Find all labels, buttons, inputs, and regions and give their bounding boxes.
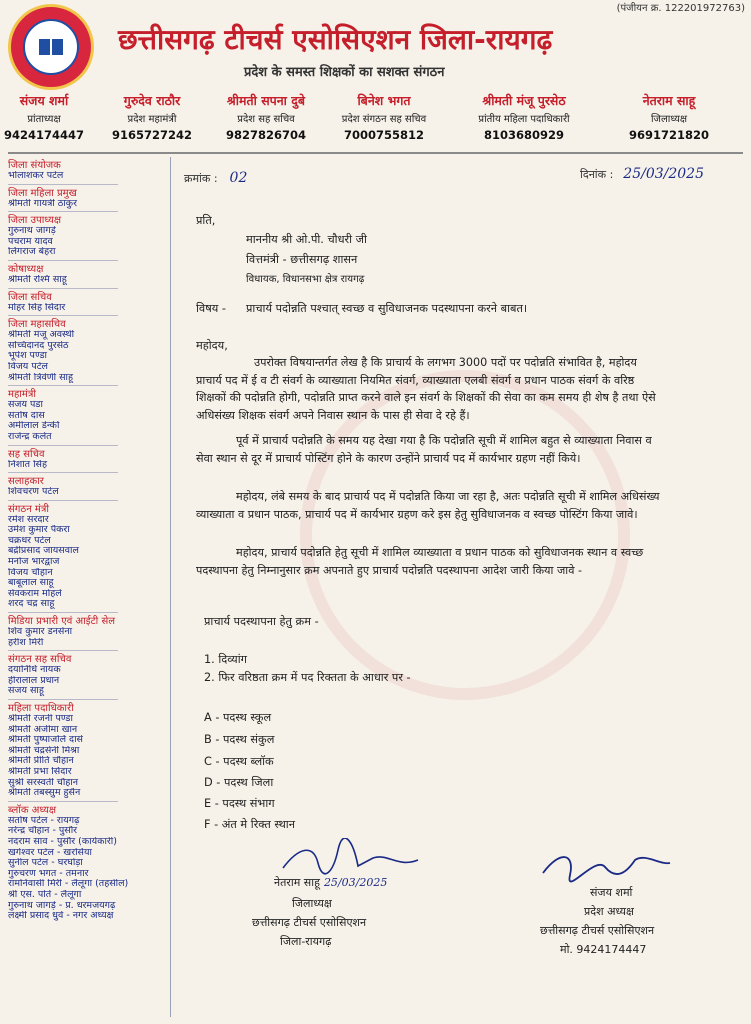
- sidebar-separator: [8, 472, 118, 473]
- signatory-phone: मो. 9424174447: [560, 943, 647, 956]
- sidebar-group-heading: ब्लॉक अध्यक्ष: [8, 804, 57, 816]
- header-divider: [8, 152, 743, 154]
- sidebar-separator: [8, 288, 118, 289]
- sidebar-separator: [8, 385, 118, 386]
- body-paragraph: उपरोक्त विषयान्तर्गत लेख है कि प्राचार्य के लगभग 3000 पदों पर पदोन्नति संभावित है, महोदय प्राचार्य पद में ई व टी संवर्ग के व्याख्याता नियमित संवर्ग, व्याख्याता एलबी संवर्ग व प्रधान पाठक संवर्ग के वरिष्ठ शिक्षकों की पदोन्नति होगी, पदोन्नति प्राप्त करने वाले इन संवर्ग के शिक्षकों की सेवा का कम समय ही शेष है तथा ऐसे अधिसंख्य शिक्षक संवर्ग अपने निवास स्थान के पास ही सेवा दे रहे हैं।: [196, 356, 656, 422]
- sidebar-member-name: श्री एस. पोर्ते - लैलूंगा: [8, 889, 82, 900]
- sidebar-member-name: श्रीमती चद्रसेनी मिश्रा: [8, 745, 80, 756]
- officers-row: [3, 92, 739, 150]
- officer-phone: 9165727242: [111, 128, 193, 142]
- officer-card: [454, 92, 594, 142]
- sidebar-separator: [8, 260, 118, 261]
- sidebar-separator: [8, 315, 118, 316]
- sidebar-member-name: सच्चिदानंद पुरसेठ: [8, 340, 69, 351]
- sidebar-member-name: गुरुनाथ जांगड़े: [8, 226, 56, 237]
- officer-role: जिलाध्यक्ष: [650, 114, 688, 125]
- sidebar-group-heading: जिला सचिव: [8, 291, 52, 303]
- officer-phone: 8103680929: [483, 128, 565, 142]
- sidebar-group-heading: जिला उपाध्यक्ष: [8, 215, 62, 227]
- sidebar-member-name: नंदराम साव - पुसौर (कार्यकारी): [8, 836, 117, 847]
- signatory-place: जिला-रायगढ़: [280, 935, 332, 948]
- option-item: B - पदस्थ संकुल: [204, 733, 275, 746]
- sidebar-member-name: श्रीमती रश्मि साहू: [8, 274, 67, 285]
- recipient-line: वित्तमंत्री - छत्तीसगढ़ शासन: [246, 253, 358, 266]
- signatory-org: छत्तीसगढ़ टीचर्स एसोसिएशन: [540, 924, 655, 937]
- book-icon: [39, 39, 63, 55]
- sidebar-group-heading: मिडिया प्रभारी एवं आईटी सेल: [8, 616, 115, 628]
- officer-name: बिनेश भगत: [357, 93, 411, 108]
- sidebar-member-name: भूपेश पण्डा: [8, 351, 48, 362]
- date-value: 25/03/2025: [623, 166, 704, 182]
- recipient-line: विधायक, विधानसभा क्षेत्र रायगढ़: [246, 274, 365, 285]
- sidebar-member-name: बद्रीप्रसाद जायसवाल: [8, 546, 79, 557]
- sidebar-separator: [8, 650, 118, 651]
- sidebar-member-name: श्रीमती रजनी पण्डा: [8, 714, 73, 724]
- sidebar-separator: [8, 211, 118, 212]
- officer-role: प्रांताध्यक्ष: [27, 114, 61, 125]
- officer-phone: 9424174447: [3, 128, 85, 142]
- officer-name: श्रीमती सपना दुबे: [226, 93, 306, 108]
- reference-label: क्रमांक :: [184, 172, 218, 185]
- sidebar-member-name: दयानिधि नायक: [8, 665, 61, 676]
- sidebar-member-name: श्रीमती मंजू अवस्थी: [8, 330, 75, 341]
- recipient-line: माननीय श्री ओ.पी. चौधरी जी: [246, 233, 367, 246]
- officer-name: नेतराम साहू: [642, 93, 696, 108]
- body-paragraph: महोदय, लंबे समय के बाद प्राचार्य पद में पदोन्नति किया जा रहा है, अतः पदोन्नति सूची में शामिल अधिसंख्य व्याख्याता व प्रधान पाठक, प्राचार्य पद में कार्यभार ग्रहण करे इस हेतु सुविधाजनक व स्वच्छ पोस्टिंग किया जावे।: [196, 490, 660, 521]
- date-label: दिनांक :: [580, 168, 614, 181]
- officer-role: प्रदेश महामंत्री: [127, 114, 177, 125]
- association-logo: [8, 4, 94, 90]
- signature-left: [278, 838, 428, 878]
- order-heading: प्राचार्य पदस्थापना हेतु क्रम -: [204, 615, 319, 628]
- option-item: C - पदस्थ ब्लॉक: [204, 755, 274, 768]
- subject-label: विषय -: [196, 302, 226, 315]
- option-item: F - अंत मे रिक्त स्थान: [204, 818, 295, 831]
- sidebar-member-name: श्रीमती प्रीति चौहान: [8, 756, 74, 767]
- sidebar-member-name: श्रीमती तबस्सुम हुसैन: [8, 788, 81, 799]
- officer-phone: 7000755812: [343, 128, 425, 142]
- option-item: E - पदस्थ संभाग: [204, 797, 275, 810]
- sidebar-member-name: सेवकराम मोहले: [8, 588, 62, 599]
- sidebar-office-bearers: [8, 157, 171, 1017]
- officer-card: [314, 92, 454, 142]
- sidebar-group-heading: महामंत्री: [8, 389, 36, 401]
- signature-right: [535, 845, 675, 885]
- sidebar-group-heading: महिला पदाधिकारी: [8, 703, 74, 714]
- sidebar-group-heading: जिला महासचिव: [8, 319, 66, 331]
- sidebar-member-name: लिंगराज बेहरा: [8, 247, 56, 258]
- officer-role: प्रांतीय महिला पदाधिकारी: [478, 114, 570, 125]
- sidebar-member-name: पंचराम यादव: [8, 236, 53, 247]
- reference-value: 02: [229, 170, 248, 186]
- signatory-title: प्रदेश अध्यक्ष: [584, 905, 634, 918]
- sidebar-group-heading: कोषाध्यक्ष: [8, 263, 44, 275]
- officer-name: संजय शर्मा: [19, 93, 69, 108]
- sidebar-member-name: विजय पटेल: [8, 361, 48, 372]
- option-item: A - पदस्थ स्कूल: [204, 711, 272, 724]
- sidebar-member-name: सुश्री सरस्वती चौहान: [8, 777, 79, 788]
- sidebar-separator: [8, 699, 118, 700]
- sidebar-group-heading: संगठन मंत्री: [8, 503, 50, 515]
- sidebar-member-name: हीरालाल प्रधान: [8, 675, 60, 686]
- sidebar-member-name: गुरुनाथ जांगड़े - प्र. धरमजयगढ़: [8, 900, 116, 911]
- sidebar-separator: [8, 184, 118, 185]
- order-item: 1. दिव्यांग: [204, 653, 247, 666]
- sidebar-member-name: श्रीमती अंजीमा खान: [8, 724, 78, 735]
- registration-number: (पंजीयन क्र. 122201972763): [616, 3, 745, 14]
- sidebar-separator: [8, 801, 118, 802]
- reference-number: [184, 170, 247, 186]
- officer-name: श्रीमती मंजू पुरसेठ: [482, 93, 566, 108]
- sidebar-member-name: बाबूलाल साहू: [8, 578, 54, 589]
- org-title: छत्तीसगढ़ टीचर्स एसोसिएशन जिला-रायगढ़: [118, 23, 553, 56]
- org-tagline: प्रदेश के समस्त शिक्षकों का सशक्त संगठन: [244, 65, 445, 80]
- signatory-title: जिलाध्यक्ष: [292, 897, 332, 910]
- officer-role: प्रदेश संगठन सह सचिव: [341, 114, 427, 125]
- sidebar-member-name: हरीश मिरी: [8, 637, 44, 648]
- sidebar-member-name: संजय पंडा: [8, 400, 43, 411]
- body-paragraph: पूर्व में प्राचार्य पदोन्नति के समय यह देखा गया है कि पदोन्नति सूची में शामिल बहुत से व्याख्याता निवास व सेवा स्थान से दूर में प्राचार्य पोस्टिंग होने के कारण उन्होंने प्राचार्य पद में कार्यभार ग्रहण नहीं किये।: [196, 434, 652, 465]
- sidebar-separator: [8, 612, 118, 613]
- to-label: प्रति,: [196, 214, 216, 227]
- sidebar-member-name: उमेश कुमार पैकरा: [8, 525, 70, 536]
- subject-text: प्राचार्य पदोन्नति पश्चात् स्वच्छ व सुविधाजनक पदस्थापना करने बाबत।: [246, 302, 528, 315]
- sidebar-member-name: विजय चौहान: [8, 567, 53, 578]
- sidebar-member-name: रामनिवासी मिरी - लैलूंगा (तहसील): [8, 879, 129, 890]
- sidebar-member-name: निशांत सिंह: [8, 459, 48, 470]
- letter-date: [580, 166, 704, 182]
- sidebar-member-name: मोहर सिंह सिदार: [8, 302, 66, 313]
- officer-name: गुरुदेव राठौर: [123, 93, 181, 108]
- sidebar-member-name: चक्रधर पटेल: [8, 535, 51, 546]
- sidebar-member-name: राजेन्द्र कलेत: [8, 431, 52, 442]
- sidebar-group-heading: जिला महिला प्रमुख: [8, 187, 77, 199]
- sidebar-group-heading: जिला संयोजक: [8, 160, 61, 171]
- officer-phone: 9827826704: [225, 128, 307, 142]
- sidebar-member-name: श्रीमती त्रिवेणी साहू: [8, 372, 74, 383]
- sidebar-group-heading: सह सचिव: [8, 448, 45, 460]
- sidebar-member-name: खगेश्वर पटेल - खरसिया: [8, 847, 92, 858]
- handwritten-date: 25/03/2025: [323, 876, 388, 889]
- officer-role: प्रदेश सह सचिव: [237, 114, 295, 125]
- sidebar-member-name: मनोज भारद्वाज: [8, 557, 60, 568]
- signatory-left-name-line: [274, 875, 387, 890]
- sidebar-member-name: संतोष दास: [8, 410, 45, 421]
- sidebar-member-name: शिव कुमार डनसेना: [8, 627, 73, 638]
- sidebar-separator: [8, 500, 118, 501]
- sidebar-member-name: श्रीमती पुष्पांजलि दासे: [8, 735, 83, 746]
- logo-inner-circle: [23, 19, 79, 75]
- sidebar-member-name: लक्ष्मी प्रसाद धुर्वे - नगर अध्यक्ष: [8, 911, 114, 922]
- sidebar-member-name: संतोष पटेल - रायगढ़: [8, 815, 80, 826]
- sidebar-member-name: श्रीमती प्रभा सिदार: [8, 766, 72, 777]
- signatory-name: संजय शर्मा: [590, 886, 633, 899]
- sidebar-member-name: अमीलाल डेन्की: [8, 421, 60, 432]
- signatory-name: नेतराम साहू: [274, 876, 320, 889]
- signatory-org: छत्तीसगढ़ टीचर्स एसोसिएशन: [252, 916, 367, 929]
- sidebar-group-heading: संगठन सह सचिव: [8, 654, 72, 666]
- sidebar-member-name: शिवचरण पटेल: [8, 487, 59, 498]
- order-item: 2. फिर वरिष्ठता क्रम में पद रिक्तता के आधार पर -: [204, 671, 411, 684]
- sidebar-separator: [8, 445, 118, 446]
- option-item: D - पदस्थ जिला: [204, 776, 274, 789]
- sidebar-member-name: श्रीमती गायत्री ठाकुर: [8, 198, 77, 209]
- officer-card: [599, 92, 739, 142]
- sidebar-member-name: गुरुचरण भगत - तमनार: [8, 868, 89, 879]
- sidebar-member-name: नरेन्द्र चौहान - पुसौर: [8, 826, 78, 837]
- sidebar-member-name: संजय साहू: [8, 686, 44, 697]
- body-paragraph: महोदय, प्राचार्य पदोन्नति हेतु सूची में शामिल व्याख्याता व प्रधान पाठक को सुविधाजनक स्थान व स्वच्छ पदस्थापना हेतु निम्नानुसार क्रम अपनाते हुए प्राचार्य पदोन्नति पदस्थापना आदेश जारी किया जावे -: [196, 546, 644, 577]
- salutation: महोदय,: [196, 339, 228, 352]
- sidebar-member-name: शरद चंद्र साहू: [8, 599, 55, 610]
- sidebar-member-name: रमेश सरदार: [8, 514, 49, 525]
- sidebar-group-heading: सलाहकार: [8, 476, 44, 488]
- sidebar-member-name: भोलाशंकर पटेल: [8, 171, 64, 181]
- sidebar-member-name: सुनील पटेल - घरघोड़ा: [8, 858, 83, 869]
- officer-phone: 9691721820: [628, 128, 710, 142]
